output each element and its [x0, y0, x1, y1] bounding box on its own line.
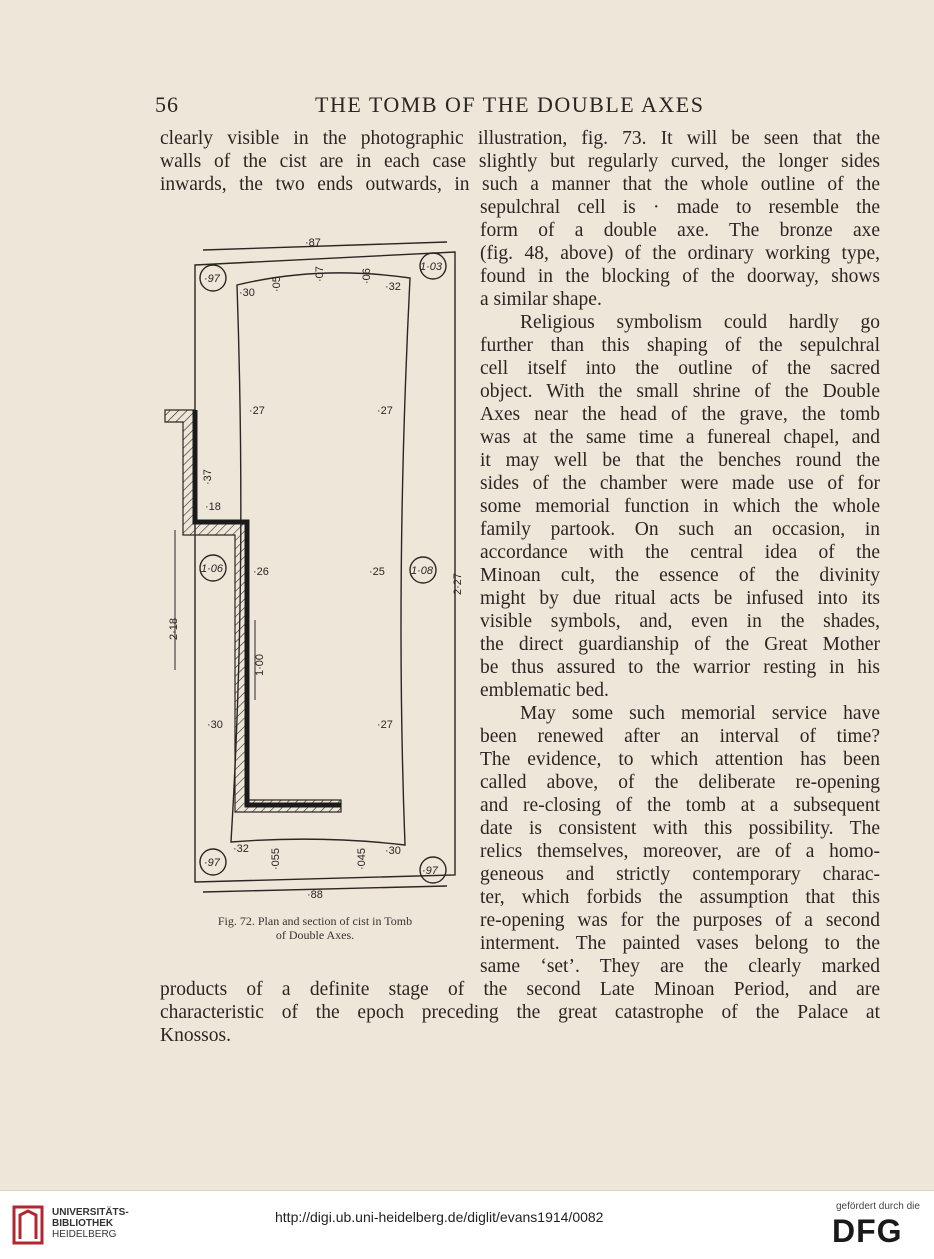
label-total-length-left: 2·18: [168, 617, 180, 640]
body-line: date is consistent with this possibility. The: [480, 818, 880, 839]
body-line: Minoan cult, the essence of the divinity: [480, 565, 880, 586]
dfg-logo: DFG: [832, 1213, 903, 1249]
body-line: (fig. 48, above) of the ordinary working type,: [480, 243, 880, 264]
label-bottom-left-inner: ·32: [233, 843, 249, 855]
body-line: some memorial function in which the whole: [480, 496, 880, 517]
body-line: found in the blocking of the doorway, shows: [480, 266, 880, 287]
label-corner-tr: 1·03: [420, 261, 443, 273]
funding-credit: gefördert durch die: [836, 1201, 920, 1212]
label-left-mid: 1·06: [201, 563, 224, 575]
body-line: emblematic bed.: [480, 680, 609, 701]
label-top-depth-2: ·07: [314, 266, 326, 282]
label-mid-right-upper: ·27: [377, 405, 393, 417]
label-mid-left-upper: ·27: [249, 405, 265, 417]
label-bottom-depth-2: ·045: [356, 847, 368, 870]
label-inner-right-mid: ·25: [369, 566, 385, 578]
body-line: be thus assured to the warrior resting in his: [480, 657, 880, 678]
label-top-width: ·87: [305, 237, 321, 249]
body-line: sides of the chamber were made use of for: [480, 473, 880, 494]
body-line: relics themselves, moreover, are of a homo-: [480, 841, 880, 862]
body-line: walls of the cist are in each case slightly but regularly curved, the longer sides: [160, 151, 880, 172]
library-name-line1: UNIVERSITÄTS-: [52, 1207, 129, 1218]
figure-caption-line2: of Double Axes.: [275, 928, 355, 942]
body-line: May some such memorial service have: [520, 703, 880, 724]
running-title: THE TOMB OF THE DOUBLE AXES: [315, 92, 705, 117]
label-lower-right: ·27: [377, 719, 393, 731]
label-top-left-inner: ·30: [239, 287, 255, 299]
body-line: object. With the small shrine of the Double: [480, 381, 880, 402]
label-bottom-right-inner: ·30: [385, 845, 401, 857]
body-line: accordance with the central idea of the: [480, 542, 880, 563]
body-line: geneous and strictly contemporary charac-: [480, 864, 880, 885]
label-top-depth-3: ·06: [361, 268, 373, 284]
label-section-height: 1·00: [254, 653, 266, 676]
body-line: was at the same time a funereal chapel, and: [480, 427, 880, 448]
figure-caption: [155, 914, 475, 942]
body-line: inwards, the two ends outwards, in such a manner that the whole outline of the: [160, 174, 880, 195]
library-name-line3: HEIDELBERG: [52, 1229, 117, 1240]
cist-plan-figure: [155, 230, 475, 950]
body-line: re-opening was for the purposes of a second: [480, 910, 880, 931]
label-right-mid: 1·08: [411, 565, 434, 577]
permalink-url[interactable]: http://digi.ub.uni-heidelberg.de/diglit/evans1914/0082: [275, 1209, 604, 1225]
body-line: Axes near the head of the grave, the tomb: [480, 404, 880, 425]
body-line: and re-closing of the tomb at a subsequent: [480, 795, 880, 816]
library-logo-icon: [10, 1203, 46, 1247]
label-corner-bl: ·97: [204, 857, 220, 869]
label-top-depth-1: ·05: [271, 276, 283, 292]
body-line: family partook. On such an occasion, in: [480, 519, 880, 540]
label-bottom-depth-1: ·055: [270, 847, 282, 870]
body-line: visible symbols, and, even in the shades,: [480, 611, 880, 632]
body-line: form of a double axe. The bronze axe: [480, 220, 880, 241]
body-line: The evidence, to which attention has been: [480, 749, 880, 770]
body-line: further than this shaping of the sepulchral: [480, 335, 880, 356]
body-line: Knossos.: [160, 1025, 231, 1046]
cist-plan-drawing: [155, 230, 475, 910]
body-line: a similar shape.: [480, 289, 602, 310]
label-corner-br: ·97: [422, 865, 438, 877]
body-line: products of a definite stage of the second Late Minoan Period, and are: [160, 979, 880, 1000]
page-number: 56: [155, 92, 179, 117]
footer-bar: [0, 1190, 934, 1259]
body-line: ter, which forbids the assumption that this: [480, 887, 880, 908]
body-line: clearly visible in the photographic illustration, fig. 73. It will be seen that the: [160, 128, 880, 149]
body-line: same ‘set’. They are the clearly marked: [480, 956, 880, 977]
label-corner-tl: ·97: [204, 273, 220, 285]
body-line: called above, of the deliberate re-opening: [480, 772, 880, 793]
label-total-length-right: 2·27: [452, 572, 464, 595]
body-line: been renewed after an interval of time?: [480, 726, 880, 747]
body-line: interment. The painted vases belong to the: [480, 933, 880, 954]
label-step-height: ·37: [202, 469, 214, 485]
body-line: might by due ritual acts be infused into its: [480, 588, 880, 609]
body-line: sepulchral cell is · made to resemble the: [480, 197, 880, 218]
body-line: characteristic of the epoch preceding the great catastrophe of the Palace at: [160, 1002, 880, 1023]
body-line: the direct guardianship of the Great Mother: [480, 634, 880, 655]
library-name-line2: BIBLIOTHEK: [52, 1218, 114, 1229]
label-top-right-inner: ·32: [385, 281, 401, 293]
library-name: [52, 1207, 129, 1240]
body-line: Religious symbolism could hardly go: [520, 312, 880, 333]
label-bottom-width: ·88: [307, 889, 323, 901]
label-step-width: ·18: [205, 501, 221, 513]
body-line: cell itself into the outline of the sacred: [480, 358, 880, 379]
label-inner-left-mid: ·26: [253, 566, 269, 578]
figure-caption-line1: Fig. 72. Plan and section of cist in Tomb: [217, 914, 413, 928]
body-line: it may well be that the benches round the: [480, 450, 880, 471]
label-lower-left: ·30: [207, 719, 223, 731]
